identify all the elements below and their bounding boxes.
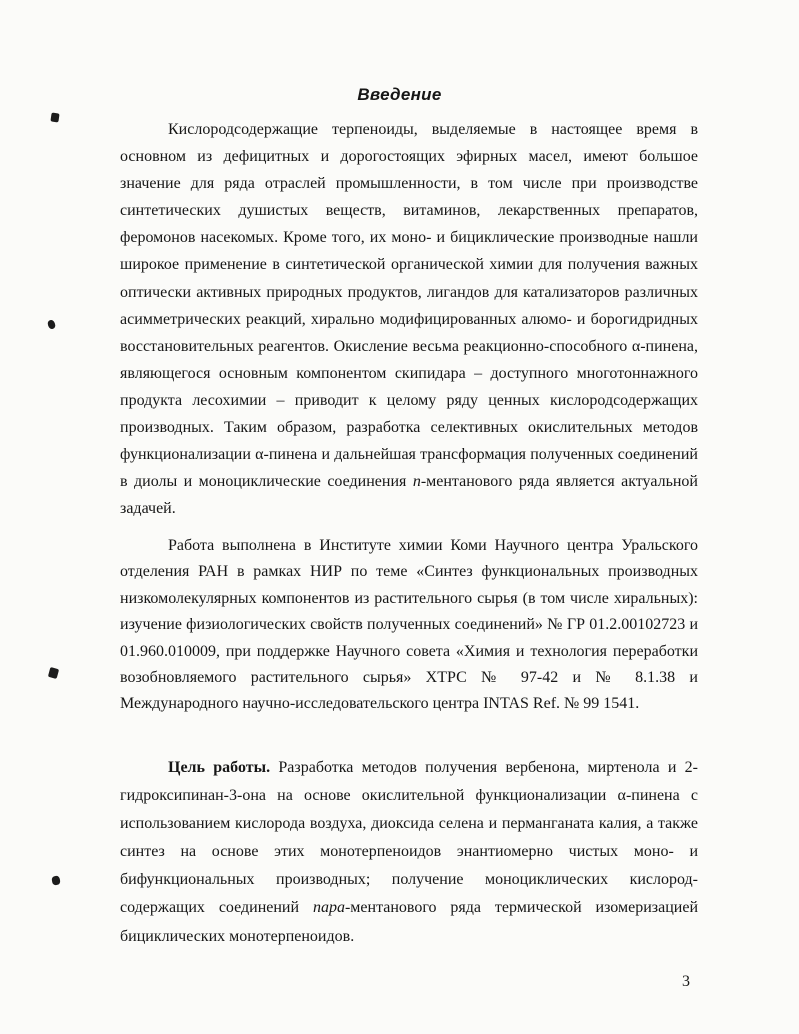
scan-artifact-mark <box>51 875 60 885</box>
alpha-symbol: α <box>255 446 264 464</box>
alpha-symbol: α <box>631 337 641 355</box>
scan-artifact-mark <box>47 319 57 330</box>
italic-prefix: пара <box>312 899 345 917</box>
paragraph-text: -пинена и дальнейшая трансформация полученных соединений в диолы и моноциклические соединения <box>120 446 698 491</box>
intro-paragraph <box>120 116 698 522</box>
paragraph-text: Разработка методов получения вербенона, миртенола и 2-гидроксипинан-3-она на основе окислительной функционализации <box>120 759 699 805</box>
scan-artifact-mark <box>48 667 59 679</box>
page-title: Введение <box>357 85 442 104</box>
paragraph-text: -пинена с использованием кислорода воздуха, диоксида селена и перманганата калия, а также синтез на основе этих монотерпеноидов энантиомерно чистых моно- и бифункциональных производных; получение моноциклических кислород-содержащих соединений <box>120 787 698 917</box>
alpha-symbol: α <box>617 787 626 805</box>
page-number: 3 <box>682 973 690 990</box>
goal-heading: Цель работы. <box>168 759 271 776</box>
paragraph-text: -пинена, являющегося основным компонентом скипидара – доступного многотоннажного продукта лесохимии – приводит к целому ряду ценных кислородсодержащих производных. Таким образом, разработка селективных окислительных методов функционализации <box>120 337 698 464</box>
funding-paragraph: Работа выполнена в Институте химии Коми Научного центра Уральского отделения РАН в рамках НИР по теме «Синтез функциональных производных низкомолекулярных компонентов из растительного сырья (в том числе хиральных): изучение физиологических свойств полученных соединений» № ГР 01.2.00102723 и 01.960.010009, при поддержке Научного совета «Химия и технология переработки возобновляемого растительного сырья» ХТРС № 97-42 и № 8.1.38 и Международного научно-исследовательского центра INTAS Ref. № 99 1541. <box>120 537 698 713</box>
paragraph-text: Кислородсодержащие терпеноиды, выделяемые в настоящее время в основном из дефицитных и дорогостоящих эфирных масел, имеют большое значение для ряда отраслей промышленности, в том числе при производстве синтетических душистых веществ, витаминов, лекарственных препаратов, феромонов насекомых. Кроме того, их моно- и бициклические производные нашли широкое применение в синтетической органической химии для получения важных оптически активных природных продуктов, лигандов для катализаторов различных асимметрических реакций, хирально модифицированных алюмо- и борогидридных восстановительных реагентов. Окисление весьма реакционно-способного <box>120 121 698 355</box>
paragraph-text: -ментанового ряда термической изомеризацией бициклических монотерпеноидов. <box>120 899 698 945</box>
scan-artifact-mark <box>50 112 59 122</box>
goal-paragraph <box>120 754 698 951</box>
paragraph-text: -ментанового ряда является актуальной задачей. <box>120 473 698 518</box>
italic-prefix: п <box>412 473 421 491</box>
